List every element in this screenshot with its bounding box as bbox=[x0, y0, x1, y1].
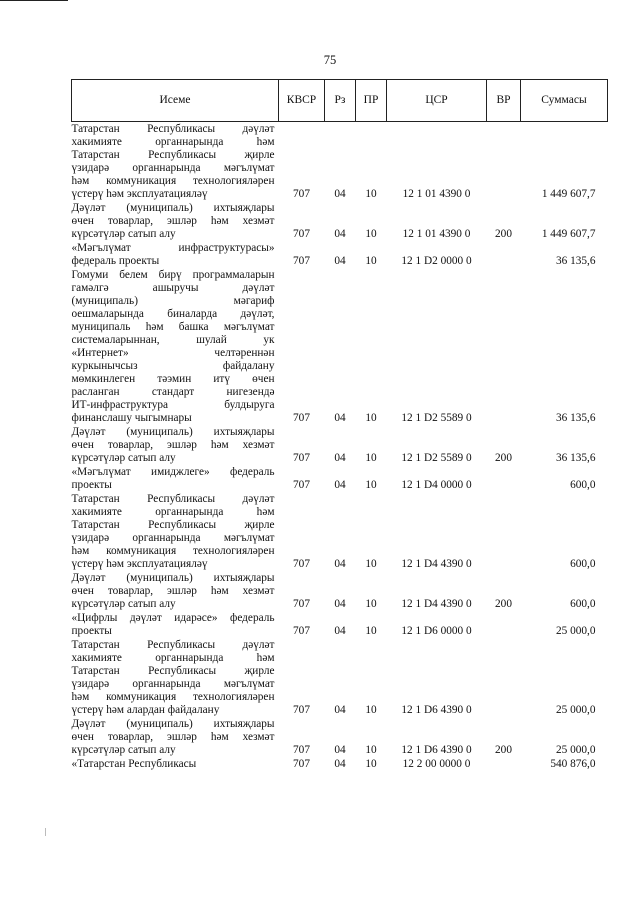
row-name-line: проекты bbox=[71, 625, 112, 637]
table-row bbox=[72, 201, 608, 241]
cell-csr: 12 2 00 0000 0 bbox=[402, 758, 471, 770]
table-row bbox=[72, 638, 608, 717]
row-name-line: Татарстан Республикасы дәүләт bbox=[71, 123, 275, 135]
cell-csr: 12 1 D6 4390 0 bbox=[401, 704, 472, 716]
cell-vr bbox=[487, 268, 521, 425]
row-name-line: Дәүләт (муниципаль) ихтыяҗлары bbox=[71, 426, 275, 438]
cell-sum: 25 000,0 bbox=[555, 625, 596, 637]
header-csr: ЦСР bbox=[387, 80, 487, 122]
row-name-line: һәм коммуникация технологияләрен bbox=[71, 691, 275, 703]
cell-sum: 1 449 607,7 bbox=[541, 228, 596, 240]
cell-csr: 12 1 D4 4390 0 bbox=[401, 558, 472, 570]
header-kvsr: КВСР bbox=[279, 80, 325, 122]
table-row bbox=[72, 241, 608, 268]
row-name-line: үзидарә органнарында мәгълүмат bbox=[71, 678, 275, 690]
row-name bbox=[72, 241, 279, 268]
row-name bbox=[72, 201, 279, 241]
row-name-line: Дәүләт (муниципаль) ихтыяҗлары bbox=[71, 572, 275, 584]
cell-sum: 36 135,6 bbox=[555, 255, 596, 267]
row-name bbox=[72, 717, 279, 757]
cell-pr: 10 bbox=[365, 228, 377, 240]
cell-vr bbox=[487, 757, 521, 771]
cell-rz: 04 bbox=[334, 188, 346, 200]
cell-csr: 12 1 D2 0000 0 bbox=[401, 255, 472, 267]
cell-vr bbox=[487, 638, 521, 717]
cell-rz: 04 bbox=[334, 704, 346, 716]
row-name-line: Татарстан Республикасы дәүләт bbox=[71, 493, 275, 505]
row-name-line: «Мәгълүмат инфраструктурасы» bbox=[71, 242, 275, 254]
table-row bbox=[72, 571, 608, 611]
table-row bbox=[72, 425, 608, 465]
cell-vr: 200 bbox=[495, 744, 512, 756]
row-name-line: гамәлгә ашыручы дәүләт bbox=[71, 282, 275, 294]
row-name bbox=[72, 638, 279, 717]
cell-sum: 36 135,6 bbox=[555, 452, 596, 464]
row-name-line: проекты bbox=[71, 479, 112, 491]
table-row bbox=[72, 465, 608, 492]
cell-vr bbox=[487, 611, 521, 638]
cell-kvsr: 707 bbox=[293, 558, 310, 570]
cell-csr: 12 1 01 4390 0 bbox=[402, 228, 471, 240]
row-name bbox=[72, 492, 279, 571]
row-name-line: Дәүләт (муниципаль) ихтыяҗлары bbox=[71, 718, 275, 730]
cell-csr: 12 1 D4 4390 0 bbox=[401, 598, 472, 610]
row-name bbox=[72, 268, 279, 425]
cell-pr: 10 bbox=[365, 758, 377, 770]
cell-pr: 10 bbox=[365, 452, 377, 464]
table-row bbox=[72, 757, 608, 771]
header-pr: ПР bbox=[356, 80, 387, 122]
table-row bbox=[72, 611, 608, 638]
cell-rz: 04 bbox=[334, 255, 346, 267]
budget-table bbox=[71, 79, 608, 771]
row-name-line: өчен товарлар, эшләр һәм хезмәт bbox=[71, 731, 275, 743]
row-name-line: үстерү һәм алардан файдалану bbox=[71, 704, 220, 716]
cell-csr: 12 1 D4 0000 0 bbox=[401, 479, 472, 491]
cell-vr: 200 bbox=[495, 228, 512, 240]
row-name-line: һәм коммуникация технологияләрен bbox=[71, 175, 275, 187]
cell-pr: 10 bbox=[365, 255, 377, 267]
cell-vr: 200 bbox=[495, 598, 512, 610]
cell-sum: 25 000,0 bbox=[555, 744, 596, 756]
row-name-line: хакимияте органнарында һәм bbox=[71, 136, 275, 148]
cell-rz: 04 bbox=[334, 598, 346, 610]
row-name-line: үзидарә органнарында мәгълүмат bbox=[71, 162, 275, 174]
row-name-line: үстерү һәм эксплуатацияләү bbox=[71, 188, 208, 200]
cell-csr: 12 1 D6 0000 0 bbox=[401, 625, 472, 637]
row-name-line: һәм коммуникация технологияләрен bbox=[71, 545, 275, 557]
cell-rz: 04 bbox=[334, 452, 346, 464]
cell-csr: 12 1 D2 5589 0 bbox=[401, 412, 472, 424]
page-number: 75 bbox=[323, 53, 337, 67]
cell-kvsr: 707 bbox=[293, 744, 310, 756]
row-name-line: «Цифрлы дәүләт идарәсе» федераль bbox=[71, 612, 275, 624]
row-name-line: Гомуми белем бирү программаларын bbox=[71, 269, 275, 281]
table-row bbox=[72, 492, 608, 571]
row-name-line: Татарстан Республикасы җирле bbox=[71, 149, 275, 161]
row-name bbox=[72, 425, 279, 465]
cell-rz: 04 bbox=[334, 625, 346, 637]
cell-sum: 1 449 607,7 bbox=[541, 188, 596, 200]
cell-vr bbox=[487, 492, 521, 571]
row-name-line: Татарстан Республикасы дәүләт bbox=[71, 639, 275, 651]
row-name-line: ИТ-инфраструктура булдыруга bbox=[71, 399, 275, 411]
row-name-line: «Интернет» челтәреннән bbox=[71, 347, 275, 359]
table-header-row bbox=[72, 80, 608, 122]
row-name-line: үстерү һәм эксплуатацияләү bbox=[71, 558, 208, 570]
top-rule bbox=[0, 0, 68, 1]
row-name-line: күрсәтүләр сатып алу bbox=[71, 598, 176, 610]
cell-rz: 04 bbox=[334, 758, 346, 770]
table-row bbox=[72, 122, 608, 202]
cell-kvsr: 707 bbox=[293, 412, 310, 424]
cell-rz: 04 bbox=[334, 412, 346, 424]
cell-kvsr: 707 bbox=[293, 255, 310, 267]
row-name-line: Татарстан Республикасы җирле bbox=[71, 519, 275, 531]
cell-sum: 600,0 bbox=[570, 479, 596, 491]
cell-pr: 10 bbox=[365, 558, 377, 570]
cell-csr: 12 1 01 4390 0 bbox=[402, 188, 471, 200]
header-vr: ВР bbox=[487, 80, 521, 122]
row-name-line: хакимияте органнарында һәм bbox=[71, 506, 275, 518]
cell-pr: 10 bbox=[365, 598, 377, 610]
cell-vr bbox=[487, 465, 521, 492]
row-name-line: «Мәгълүмат имиджлеге» федераль bbox=[71, 466, 275, 478]
header-rz: Рз bbox=[325, 80, 356, 122]
cell-kvsr: 707 bbox=[293, 598, 310, 610]
cell-kvsr: 707 bbox=[293, 704, 310, 716]
cell-kvsr: 707 bbox=[293, 188, 310, 200]
row-name-line: өчен товарлар, эшләр һәм хезмәт bbox=[71, 585, 275, 597]
cell-kvsr: 707 bbox=[293, 479, 310, 491]
row-name-line: Татарстан Республикасы җирле bbox=[71, 665, 275, 677]
row-name-line: күрсәтүләр сатып алу bbox=[71, 744, 176, 756]
cell-rz: 04 bbox=[334, 228, 346, 240]
row-name-line: Дәүләт (муниципаль) ихтыяҗлары bbox=[71, 202, 275, 214]
margin-mark bbox=[45, 828, 46, 836]
cell-sum: 540 876,0 bbox=[550, 758, 596, 770]
cell-kvsr: 707 bbox=[293, 758, 310, 770]
cell-rz: 04 bbox=[334, 479, 346, 491]
cell-kvsr: 707 bbox=[293, 625, 310, 637]
cell-pr: 10 bbox=[365, 188, 377, 200]
cell-pr: 10 bbox=[365, 479, 377, 491]
row-name-line: хакимияте органнарында һәм bbox=[71, 652, 275, 664]
cell-pr: 10 bbox=[365, 412, 377, 424]
row-name bbox=[72, 122, 279, 202]
row-name-line: (муниципаль) мәгариф bbox=[71, 295, 275, 307]
cell-sum: 600,0 bbox=[570, 598, 596, 610]
header-name: Исеме bbox=[72, 80, 279, 122]
row-name-line: өчен товарлар, эшләр һәм хезмәт bbox=[71, 439, 275, 451]
row-name-line: финанслашу чыгымнары bbox=[71, 412, 192, 424]
row-name bbox=[72, 611, 279, 638]
cell-kvsr: 707 bbox=[293, 228, 310, 240]
cell-kvsr: 707 bbox=[293, 452, 310, 464]
cell-pr: 10 bbox=[365, 704, 377, 716]
row-name-line: үзидарә органнарында мәгълүмат bbox=[71, 532, 275, 544]
row-name bbox=[72, 465, 279, 492]
row-name-line: расланган стандарт нигезендә bbox=[71, 386, 275, 398]
cell-vr: 200 bbox=[495, 452, 512, 464]
cell-csr: 12 1 D6 4390 0 bbox=[401, 744, 472, 756]
row-name-line: «Татарстан Республикасы bbox=[71, 758, 197, 770]
row-name-line: күрсәтүләр сатып алу bbox=[71, 452, 176, 464]
cell-pr: 10 bbox=[365, 625, 377, 637]
cell-sum: 600,0 bbox=[570, 558, 596, 570]
header-sum: Суммасы bbox=[521, 80, 608, 122]
row-name-line: федераль проекты bbox=[71, 255, 160, 267]
cell-rz: 04 bbox=[334, 558, 346, 570]
cell-rz: 04 bbox=[334, 744, 346, 756]
cell-sum: 25 000,0 bbox=[555, 704, 596, 716]
cell-vr bbox=[487, 122, 521, 202]
cell-sum: 36 135,6 bbox=[555, 412, 596, 424]
row-name-line: оешмаларында биналарда дәүләт, bbox=[71, 308, 275, 320]
cell-pr: 10 bbox=[365, 744, 377, 756]
row-name-line: күрсәтүләр сатып алу bbox=[71, 228, 176, 240]
row-name-line: өчен товарлар, эшләр һәм хезмәт bbox=[71, 215, 275, 227]
row-name bbox=[72, 571, 279, 611]
table-row bbox=[72, 268, 608, 425]
cell-csr: 12 1 D2 5589 0 bbox=[401, 452, 472, 464]
row-name-line: мөмкинлеген тәэмин итү өчен bbox=[71, 373, 275, 385]
table-body bbox=[72, 122, 608, 772]
table-row bbox=[72, 717, 608, 757]
row-name-line: куркынычсыз файдалану bbox=[71, 360, 275, 372]
row-name-line: муниципаль һәм башка мәгълүмат bbox=[71, 321, 275, 333]
row-name bbox=[72, 757, 279, 771]
row-name-line: системаларыннан, шулай ук bbox=[71, 334, 275, 346]
cell-vr bbox=[487, 241, 521, 268]
